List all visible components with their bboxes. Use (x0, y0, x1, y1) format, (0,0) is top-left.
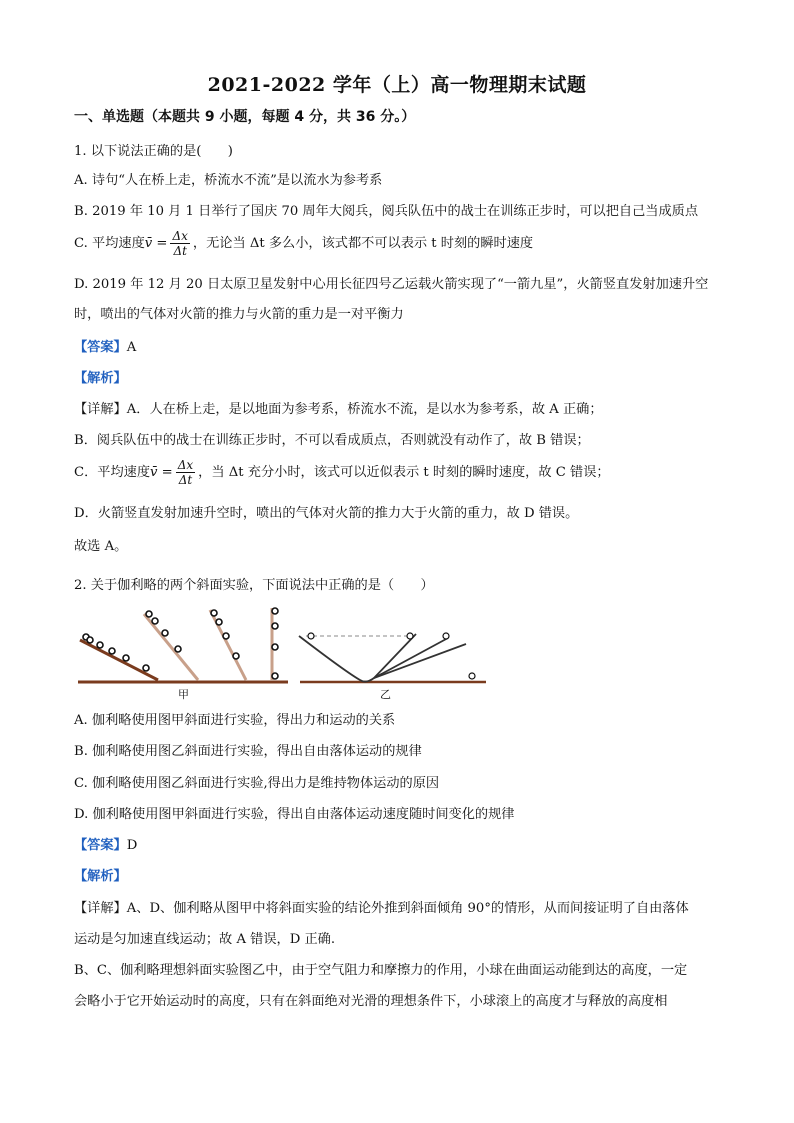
q1-option-d-line2: 时，喷出的气体对火箭的推力与火箭的重力是一对平衡力 (74, 307, 404, 322)
page-title: 2021-2022 学年（上）高一物理期末试题 (207, 74, 587, 96)
q2-detail-line2: 运动是匀加速直线运动；故 A 错误，D 正确. (74, 932, 336, 947)
q2-option-c: C. 伽利略使用图乙斜面进行实验,得出力是维持物体运动的原因 (74, 776, 440, 791)
q2-answer: 【答案】D (74, 838, 138, 853)
incline-diagram (74, 600, 494, 708)
incline-1 (80, 640, 158, 680)
curved-track-3 (374, 644, 466, 678)
q1-stem: 1. 以下说法正确的是( ) (74, 144, 233, 159)
q2-option-d: D. 伽利略使用图甲斜面进行实验，得出自由落体运动速度随时间变化的规律 (74, 807, 515, 822)
curved-track-2 (374, 638, 448, 678)
q1-detail-d: D．火箭竖直发射加速升空时，喷出的气体对火箭的推力大于火箭的重力，故 D 错误。 (74, 506, 579, 521)
label-jia: 甲 (178, 688, 189, 701)
section-heading: 一、单选题（本题共 9 小题，每题 4 分，共 36 分。） (74, 109, 416, 125)
q2-detail-line4: 会略小于它开始运动时的高度，只有在斜面绝对光滑的理想条件下，小球滚上的高度才与释放的高度相 (74, 994, 668, 1009)
q1-option-d-line1: D. 2019 年 12 月 20 日太原卫星发射中心用长征四号乙运载火箭实现了“一箭九星”，火箭竖直发射加速升空 (74, 277, 709, 292)
incline-3 (210, 610, 246, 680)
q1-option-a: A. 诗句“人在桥上走，桥流水不流”是以流水为参考系 (74, 173, 383, 188)
velocity-fraction: $\frac{\Delta x}{\Delta t}$ (177, 458, 194, 487)
q2-stem: 2. 关于伽利略的两个斜面实验，下面说法中正确的是（ ） (74, 578, 434, 593)
q1-conclusion: 故选 A。 (74, 539, 128, 554)
q1-detail-c: C．平均速度v̄ = $\frac{\Delta x}{\Delta t}$ ，当 Δt 充分小时，该式可以近似表示 t 时刻的瞬时速度，故 C 错误； (74, 458, 610, 487)
q1-detail-b: B．阅兵队伍中的战士在训练正步时，不可以看成质点，否则就没有动作了，故 B 错误； (74, 433, 590, 448)
ball-sequence (83, 608, 278, 679)
incline-experiment-figure (74, 600, 494, 708)
velocity-fraction: $\frac{\Delta x}{\Delta t}$ (172, 229, 188, 258)
q1-detail-a: 【详解】A．人在桥上走，是以地面为参考系，桥流水不流，是以水为参考系，故 A 正确； (74, 402, 603, 417)
q2-detail-line1: 【详解】A、D、伽利略从图甲中将斜面实验的结论外推到斜面倾角 90°的情形，从而间接证明了自由落体 (74, 901, 689, 916)
q1-option-b: B. 2019 年 10 月 1 日举行了国庆 70 周年大阅兵，阅兵队伍中的战士在训练正步时，可以把自己当成质点 (74, 204, 699, 219)
q1-analysis: 【解析】 (74, 371, 127, 386)
q2-analysis: 【解析】 (74, 869, 127, 884)
q2-option-a: A. 伽利略使用图甲斜面进行实验，得出力和运动的关系 (74, 713, 396, 728)
curved-track-1 (299, 634, 416, 682)
incline-2 (144, 614, 198, 680)
q2-detail-line3: B、C、伽利略理想斜面实验图乙中，由于空气阻力和摩擦力的作用，小球在曲面运动能到达的高度，一定 (74, 963, 688, 978)
q1-option-c: C. 平均速度v̄ = $\frac{\Delta x}{\Delta t}$ ，无论当 Δt 多么小，该式都不可以表示 t 时刻的瞬时速度 (74, 229, 534, 258)
label-yi: 乙 (380, 688, 391, 701)
q2-option-b: B. 伽利略使用图乙斜面进行实验，得出自由落体运动的规律 (74, 744, 422, 759)
q1-answer: 【答案】A (74, 340, 137, 355)
